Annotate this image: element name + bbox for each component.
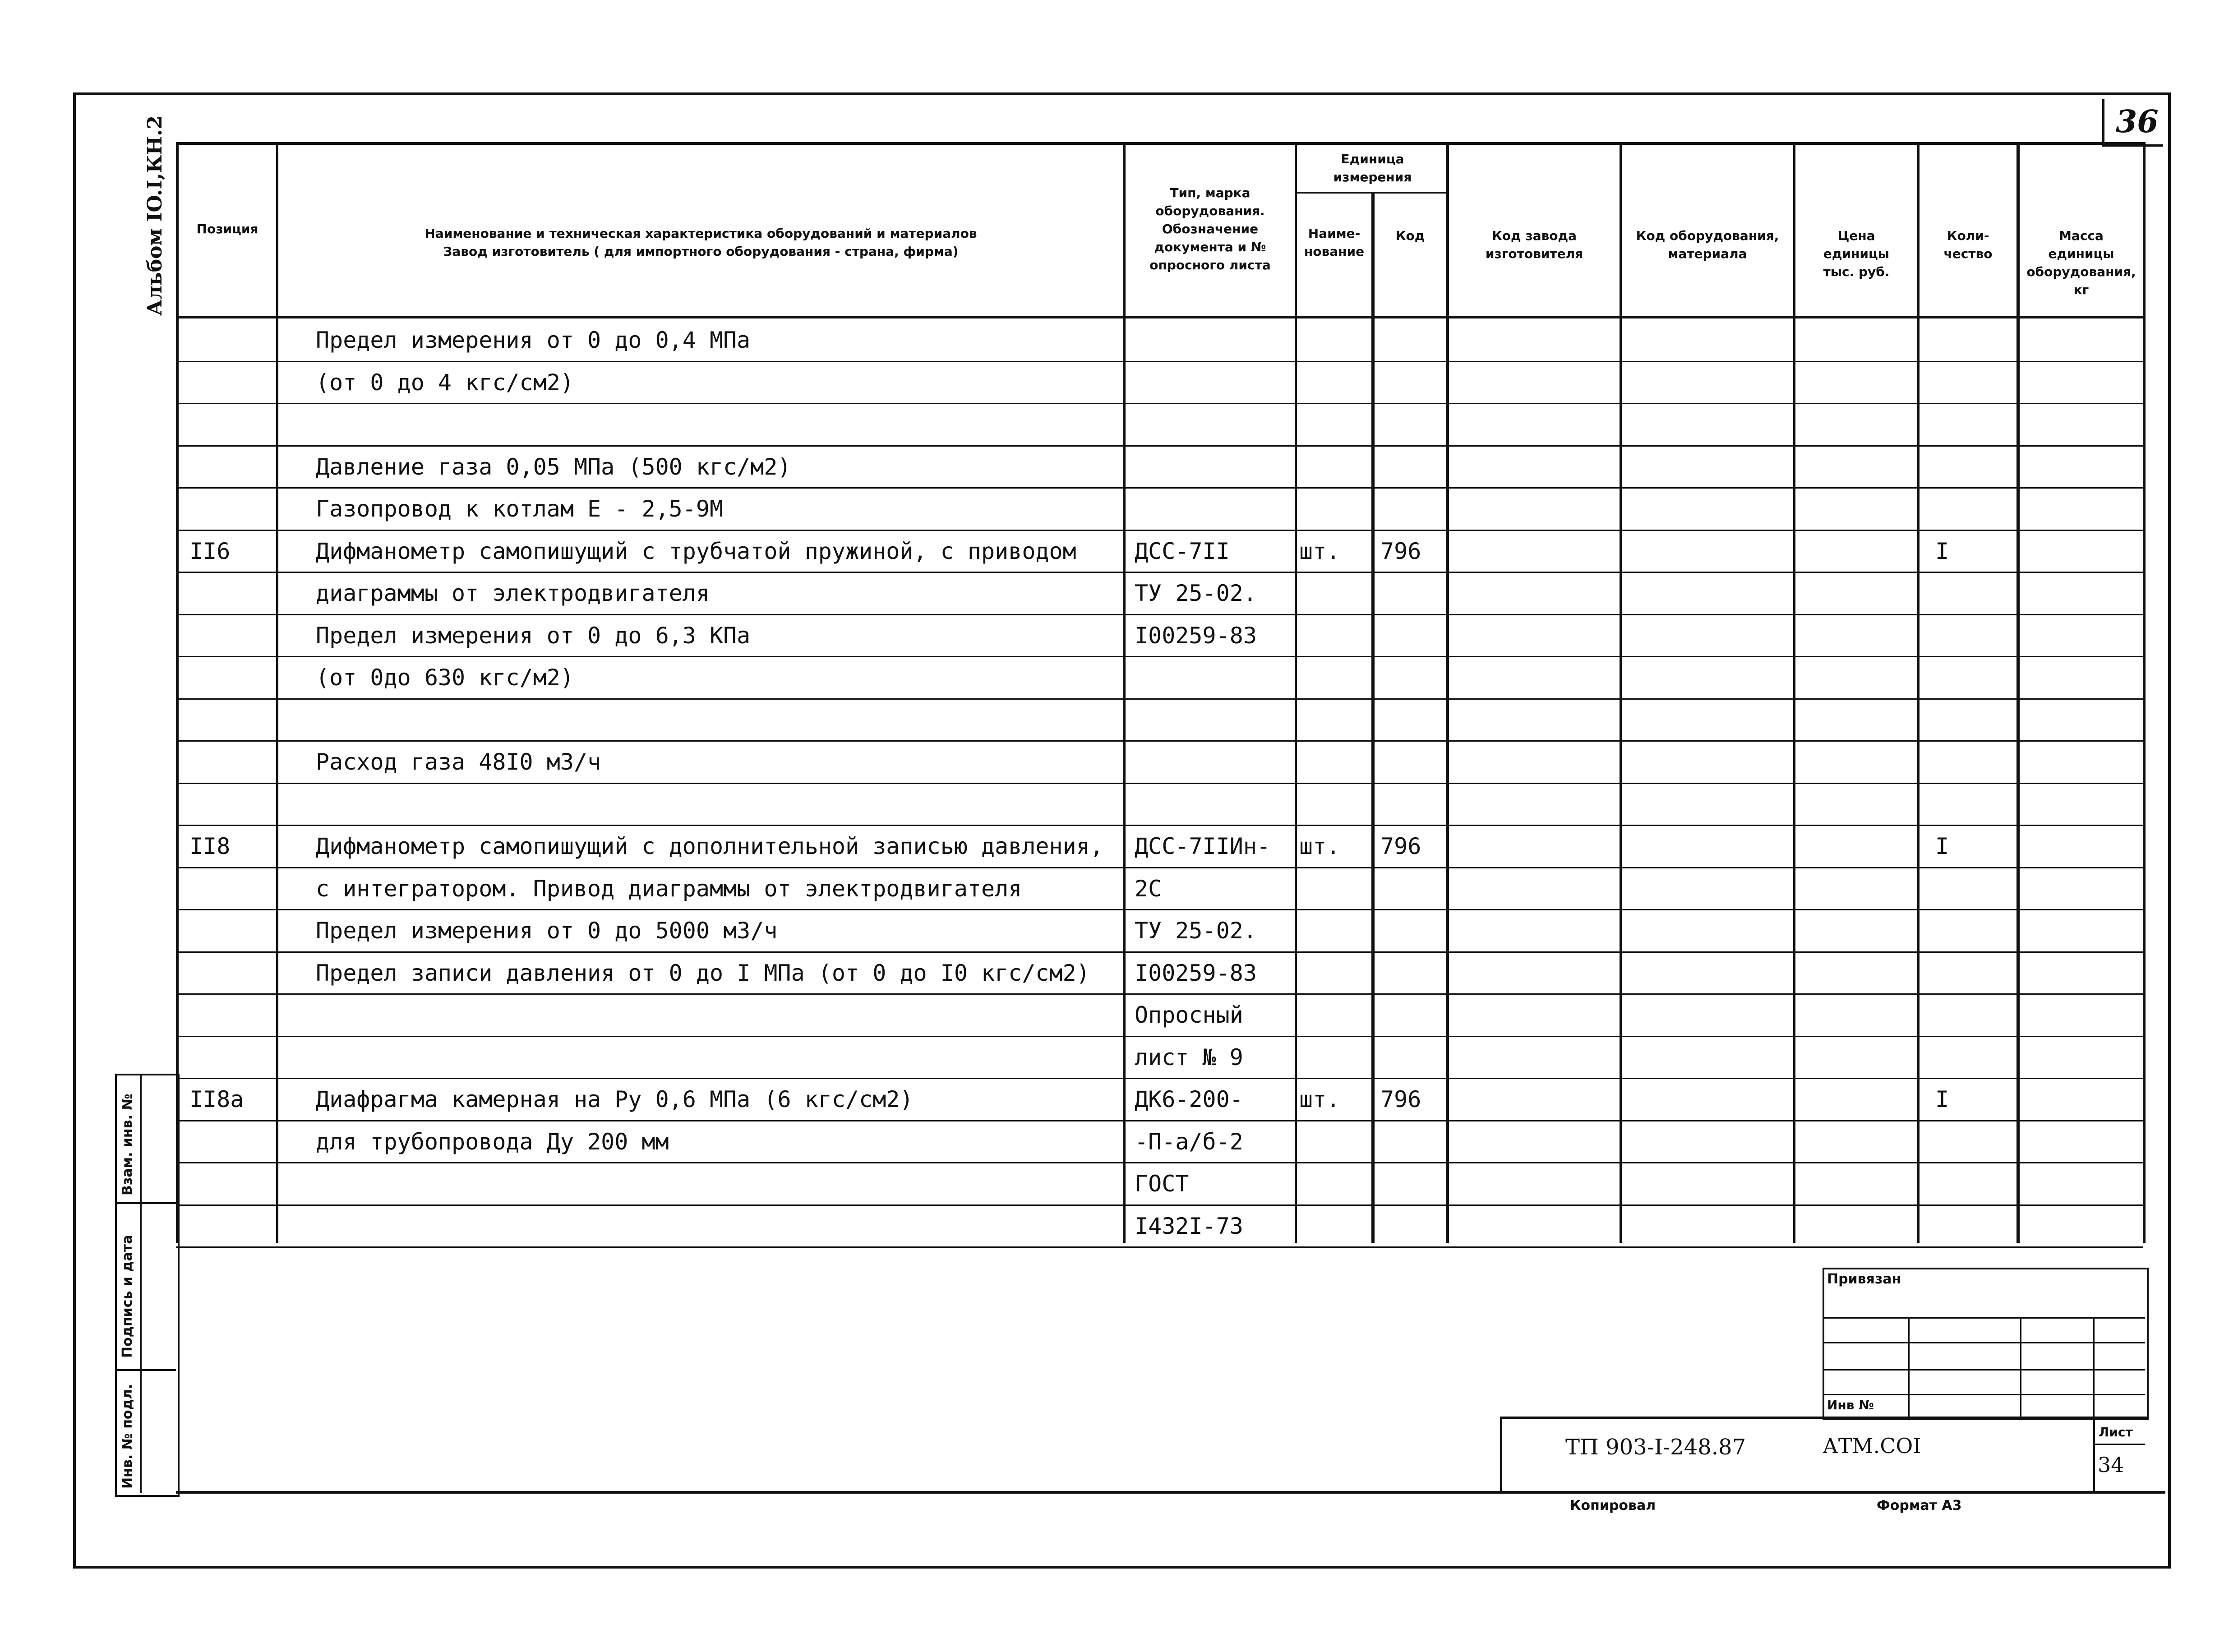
cell-name: Расход газа 48I0 м3/ч — [316, 749, 601, 775]
row-rule — [176, 614, 2143, 615]
header-price-0: Цена — [1837, 228, 1875, 243]
header-type-1: оборудования. — [1155, 203, 1265, 218]
row-rule — [176, 403, 2143, 404]
header-factory-1: изготовителя — [1485, 246, 1583, 261]
row-rule — [176, 1246, 2143, 1248]
row-rule — [176, 530, 2143, 531]
cell-name: Предел измерения от 0 до 0,4 МПа — [316, 327, 751, 353]
row-rule — [176, 783, 2143, 784]
cell-unit: шт. — [1299, 1086, 1340, 1112]
row-rule — [176, 1078, 2143, 1079]
row-rule — [176, 361, 2143, 362]
cell-type: ДСС-7II — [1135, 538, 1230, 564]
row-rule — [176, 951, 2143, 953]
header-unit-code: Код — [1395, 228, 1425, 243]
sheet-value: 34 — [2098, 1453, 2124, 1477]
header-price-1: единицы — [1823, 246, 1890, 261]
table-right-border — [2143, 142, 2146, 1243]
privyazan-col-3 — [2093, 1317, 2095, 1417]
header-factory-0: Код завода — [1491, 228, 1577, 243]
sheet-number-top: 36 — [2116, 104, 2159, 140]
row-rule — [176, 572, 2143, 573]
privyazan-col-1 — [1908, 1317, 1910, 1417]
header-price-2: тыс. руб. — [1823, 264, 1890, 279]
cell-code: 796 — [1380, 538, 1421, 564]
doc-mark: АТМ.СОI — [1823, 1434, 1921, 1458]
binding-sep-2 — [115, 1369, 176, 1371]
header-type-2: Обозначение — [1162, 221, 1259, 236]
cell-type: лист № 9 — [1135, 1044, 1243, 1071]
footer-format: Формат А3 — [1877, 1498, 1962, 1514]
cell-type: ТУ 25-02. — [1135, 580, 1257, 606]
row-rule — [176, 825, 2143, 826]
cell-type: ТУ 25-02. — [1135, 918, 1257, 944]
header-equipment-0: Код оборудования, — [1636, 228, 1779, 243]
sheet-label: Лист — [2099, 1425, 2133, 1440]
header-mass-2: оборудования, — [2026, 264, 2136, 279]
cell-qty: I — [1935, 833, 1949, 859]
cell-type: I00259-83 — [1135, 960, 1257, 986]
title-stamp-sheet-sep — [2093, 1417, 2095, 1491]
cell-name: (от 0 до 4 кгс/см2) — [316, 369, 574, 396]
cell-type: ДСС-7IIИн- — [1135, 833, 1271, 859]
privyazan-label: Привязан — [1827, 1271, 1901, 1287]
header-unit-name-0: Наиме- — [1308, 226, 1361, 241]
binding-sep-1 — [115, 1202, 176, 1204]
unit-group-underline — [1295, 192, 1448, 194]
cell-name: Предел измерения от 0 до 5000 м3/ч — [316, 918, 778, 944]
header-name-line1: Наименование и техническая характеристика оборудований и материалов — [425, 226, 977, 241]
cell-name: Давление газа 0,05 МПа (500 кгс/м2) — [316, 454, 791, 480]
privyazan-col-2 — [2020, 1317, 2021, 1417]
row-rule — [176, 867, 2143, 868]
header-type-4: опросного листа — [1149, 258, 1271, 272]
cell-name: диаграммы от электродвигателя — [316, 580, 710, 606]
header-mass-0: Масса — [2059, 228, 2104, 243]
header-unit-name-1: нование — [1304, 244, 1365, 259]
row-rule — [176, 445, 2143, 447]
privyazan-row-2 — [1823, 1342, 2145, 1343]
header-position: Позиция — [196, 221, 258, 236]
side-label-vzam: Взам. инв. № — [120, 1094, 135, 1195]
footer-copied: Копировал — [1570, 1498, 1656, 1514]
privyazan-row-4 — [1823, 1394, 2145, 1395]
cell-unit: шт. — [1299, 833, 1340, 859]
header-qty-1: чество — [1943, 246, 1993, 261]
doc-code: ТП 903-I-248.87 — [1565, 1435, 1746, 1460]
cell-type: I432I-73 — [1135, 1213, 1243, 1239]
row-rule — [176, 993, 2143, 995]
cell-type: I00259-83 — [1135, 623, 1257, 649]
header-mass-1: единицы — [2048, 246, 2114, 261]
cell-code: 796 — [1380, 833, 1421, 859]
privyazan-row-3 — [1823, 1369, 2145, 1371]
row-rule — [176, 656, 2143, 657]
cell-pos: II6 — [189, 538, 231, 564]
side-label-inv: Инв. № подл. — [120, 1384, 135, 1489]
header-type-0: Тип, марка — [1170, 185, 1251, 200]
header-bottom-border — [176, 316, 2143, 318]
header-unit-group-1: измерения — [1333, 170, 1412, 185]
row-rule — [176, 487, 2143, 489]
cell-pos: II8а — [189, 1086, 244, 1112]
col-sep-unit-name — [1371, 192, 1375, 1243]
cell-qty: I — [1935, 1086, 1949, 1112]
header-equipment-1: материала — [1668, 246, 1747, 261]
cell-type: Опросный — [1135, 1002, 1243, 1028]
cell-name: для трубопровода Ду 200 мм — [316, 1129, 669, 1155]
row-rule — [176, 909, 2143, 910]
cell-name: Предел измерения от 0 до 6,3 КПа — [316, 623, 751, 649]
row-rule — [176, 698, 2143, 700]
cell-code: 796 — [1380, 1086, 1421, 1112]
header-unit-group-0: Единица — [1341, 152, 1404, 166]
cell-pos: II8 — [189, 833, 231, 859]
side-label-podpis: Подпись и дата — [120, 1235, 135, 1358]
row-rule — [176, 1036, 2143, 1037]
album-label: Альбом IO.I,КН.2 — [143, 115, 166, 316]
row-rule — [176, 1204, 2143, 1206]
privyazan-row-1 — [1823, 1317, 2145, 1319]
cell-name: Диафрагма камерная на Ру 0,6 МПа (6 кгс/см2) — [316, 1086, 914, 1112]
header-qty-0: Коли- — [1947, 228, 1989, 243]
binding-inner — [140, 1074, 142, 1493]
cell-name: (от 0до 630 кгс/м2) — [316, 664, 574, 691]
cell-name: с интегратором. Привод диаграммы от электродвигателя — [316, 876, 1022, 902]
header-mass-3: кг — [2073, 282, 2089, 297]
cell-name: Дифманометр самопишущий с дополнительной записью давления, — [316, 833, 1103, 859]
cell-type: ДК6-200- — [1135, 1086, 1243, 1112]
title-stamp-sheet-line — [2093, 1444, 2145, 1445]
header-name-line2: Завод изготовитель ( для импортного оборудования - страна, фирма) — [443, 244, 959, 259]
cell-type: 2С — [1135, 876, 1162, 902]
cell-qty: I — [1935, 538, 1949, 564]
row-rule — [176, 1120, 2143, 1121]
cell-type: ГОСТ — [1135, 1171, 1189, 1197]
header-type-3: документа и № — [1154, 240, 1266, 254]
cell-type: -П-а/б-2 — [1135, 1129, 1243, 1155]
cell-unit: шт. — [1299, 538, 1340, 564]
table-top-border — [176, 142, 2143, 145]
cell-name: Дифманометр самопишущий с трубчатой пружиной, с приводом — [316, 538, 1076, 564]
cell-name: Газопровод к котлам Е - 2,5-9М — [316, 496, 724, 522]
inv-no-label: Инв № — [1827, 1398, 1874, 1412]
cell-name: Предел записи давления от 0 до I МПа (от 0 до I0 кгс/см2) — [316, 960, 1090, 986]
row-rule — [176, 740, 2143, 742]
row-rule — [176, 1162, 2143, 1163]
